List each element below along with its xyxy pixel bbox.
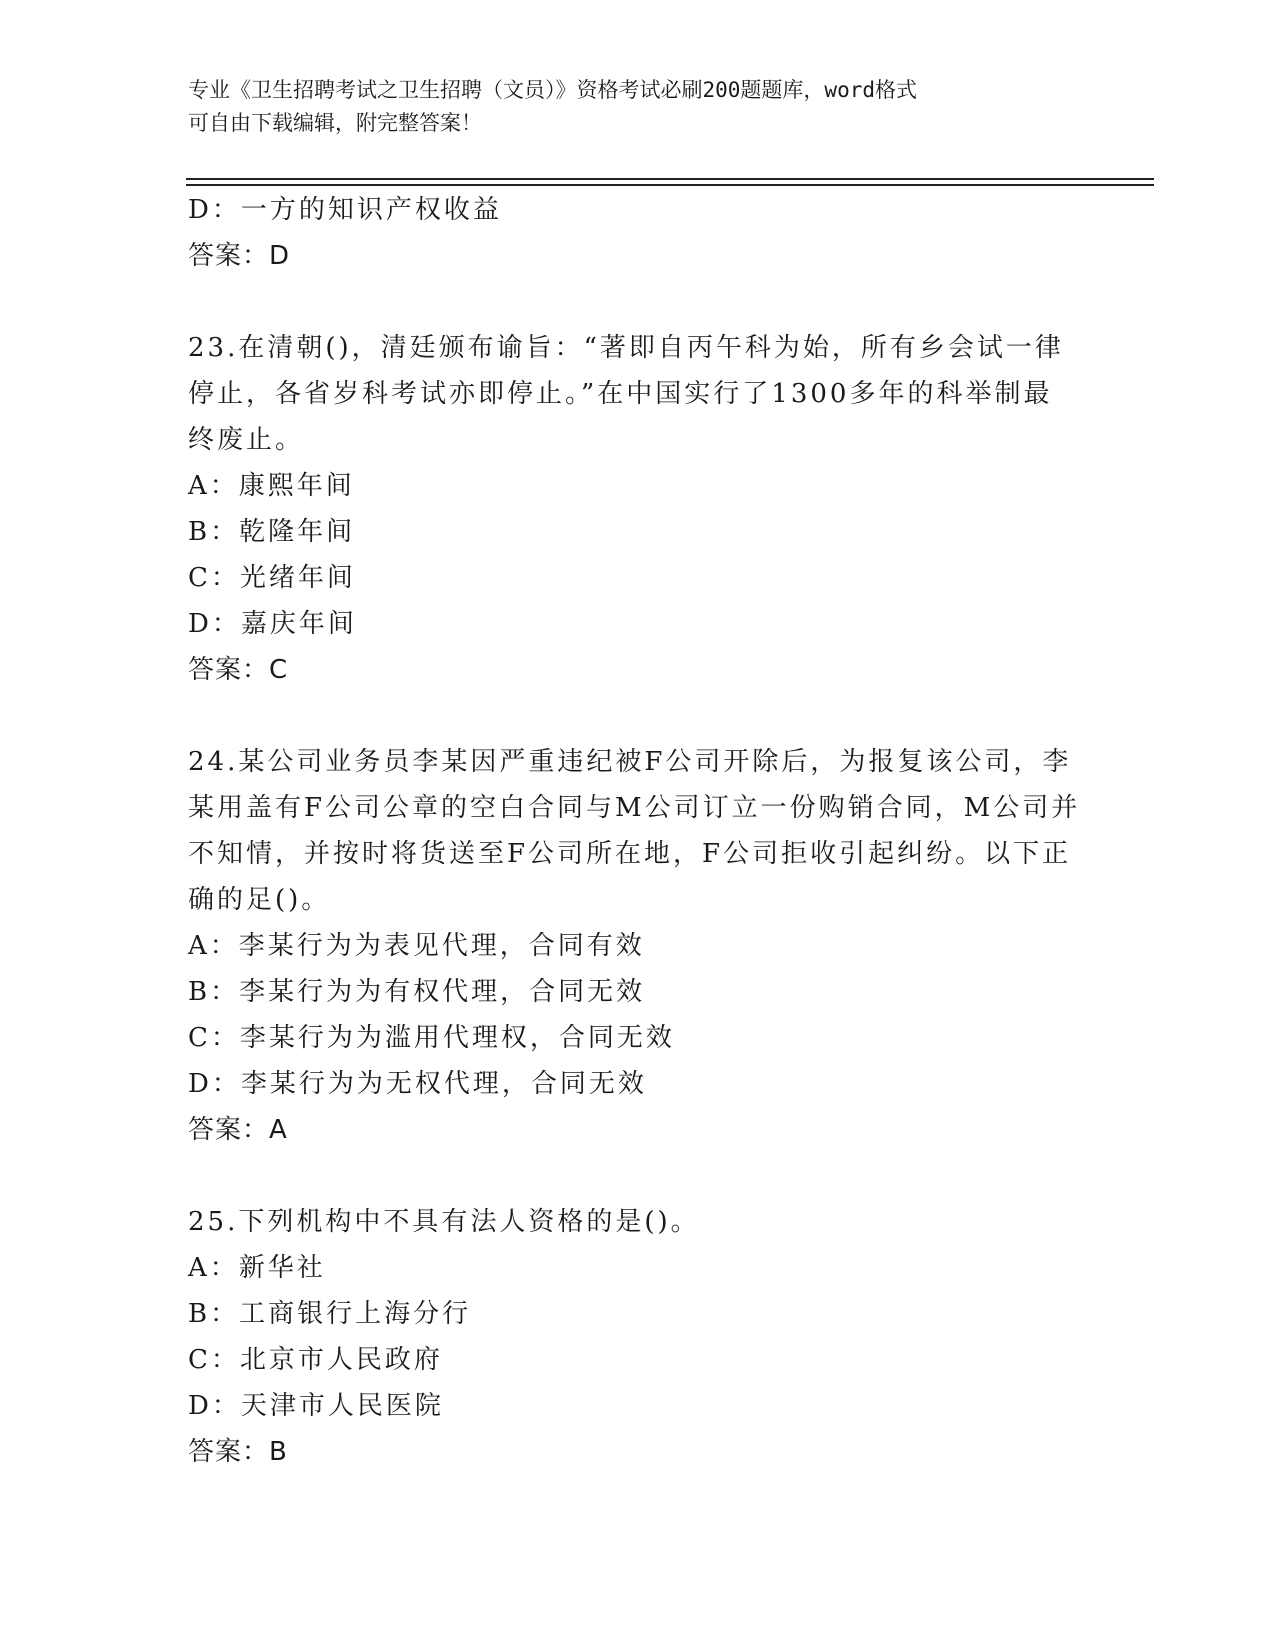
option-d: D：天津市人民医院	[188, 1391, 444, 1421]
option-b: B：工商银行上海分行	[188, 1299, 472, 1329]
question-24	[188, 739, 1088, 1153]
option-d: D：一方的知识产权收益	[188, 195, 502, 225]
question-text-line: 终废止。	[188, 425, 305, 455]
option-b: B：李某行为为有权代理，合同无效	[188, 977, 646, 1007]
previous-question-tail	[188, 187, 1088, 279]
header-rule-top	[186, 178, 1154, 180]
question-23	[188, 325, 1088, 693]
question-list	[188, 187, 1088, 1475]
question-text-line: 某用盖有F公司公章的空白合同与M公司订立一份购销合同，M公司并	[188, 793, 1081, 823]
answer-line: 答案：B	[188, 1437, 288, 1467]
option-a: A：新华社	[188, 1253, 326, 1283]
document-header	[188, 74, 1068, 140]
option-a: A：李某行为为表见代理，合同有效	[188, 931, 645, 961]
question-text	[188, 739, 1088, 923]
header-line-1: 专业《卫生招聘考试之卫生招聘（文员）》资格考试必刷200题题库，word格式	[188, 78, 917, 102]
question-text	[188, 325, 1088, 463]
spacer	[188, 693, 1088, 739]
option-c: C：李某行为为滥用代理权，合同无效	[188, 1023, 675, 1053]
question-text	[188, 1199, 1088, 1245]
option-d: D：嘉庆年间	[188, 609, 357, 639]
question-25	[188, 1199, 1088, 1475]
answer-line: 答案：A	[188, 1115, 288, 1145]
option-c: C：北京市人民政府	[188, 1345, 443, 1375]
question-text-line: 24.某公司业务员李某因严重违纪被F公司开除后，为报复该公司，李	[188, 747, 1072, 777]
question-text-line: 不知情，并按时将货送至F公司所在地，F公司拒收引起纠纷。以下正	[188, 839, 1072, 869]
question-text-line: 停止，各省岁科考试亦即停止。”在中国实行了1300多年的科举制最	[188, 379, 1053, 409]
question-text-line: 确的足()。	[188, 885, 331, 915]
question-text-line: 23.在清朝()，清廷颁布谕旨：“著即自丙午科为始，所有乡会试一律	[188, 333, 1064, 363]
option-b: B：乾隆年间	[188, 517, 356, 547]
option-a: A：康熙年间	[188, 471, 355, 501]
spacer	[188, 1153, 1088, 1199]
answer-line: 答案：C	[188, 655, 289, 685]
option-c: C：光绪年间	[188, 563, 356, 593]
question-text-line: 25.下列机构中不具有法人资格的是()。	[188, 1207, 700, 1237]
option-d: D：李某行为为无权代理，合同无效	[188, 1069, 647, 1099]
answer-line: 答案：D	[188, 241, 291, 271]
header-line-2: 可自由下载编辑，附完整答案！	[188, 111, 482, 135]
spacer	[188, 279, 1088, 325]
header-rule-bottom	[186, 184, 1154, 186]
